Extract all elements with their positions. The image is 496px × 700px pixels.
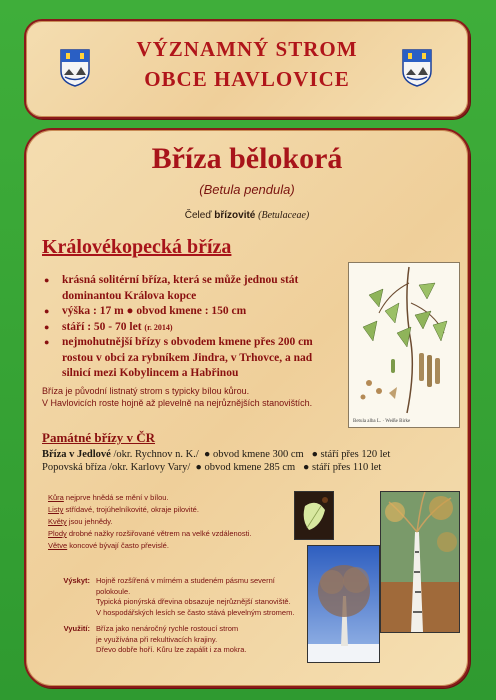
memorial-girth: ● obvod kmene 300 cm: [204, 449, 304, 460]
header-panel: [24, 19, 470, 119]
usage-block: [48, 624, 308, 656]
usage-line: Bříza jako nenáročný rychle rostoucí strom: [96, 624, 239, 633]
main-panel: [24, 128, 470, 688]
fact-term: Plody: [48, 529, 67, 538]
occurrence-label: Výskyt:: [63, 576, 90, 585]
illustration-caption: Betula alba L. · Weiße Birke: [353, 419, 411, 424]
list-item: [42, 320, 342, 336]
leaf-photo: [294, 491, 334, 540]
usage-label: Využití:: [63, 624, 90, 633]
fact-term: Listy: [48, 505, 64, 514]
intro-line: Bříza je původní listnatý strom s typicky bílou kůrou.: [42, 386, 250, 396]
family-latin: (Betulaceae): [258, 210, 310, 221]
fact-term: Květy: [48, 517, 67, 526]
fact-text: koncové bývají často převislé.: [67, 541, 169, 550]
memorial-age: ● stáří přes 120 let: [311, 449, 391, 460]
tree-name: Bříza bělokorá: [151, 142, 343, 175]
winter-birch-photo-icon: [308, 546, 379, 662]
usage-text: [96, 624, 296, 656]
fact-item: [48, 528, 288, 540]
memorial-girth: ● obvod kmene 285 cm: [195, 462, 296, 473]
family-prefix: Čeleď: [184, 210, 215, 221]
facts-list: [48, 492, 288, 552]
memorial-age: ● stáří přes 110 let: [303, 462, 382, 473]
family-name: břízovité: [214, 210, 256, 221]
memorial-row: [42, 461, 462, 474]
age-note: (r. 2014): [144, 322, 173, 332]
fact-term: Kůra: [48, 493, 64, 502]
memorial-name: Popovská bříza: [42, 462, 107, 473]
family-line: [26, 210, 468, 221]
latin-name: (Betula pendula): [199, 182, 295, 197]
birch-trunk-photo-icon: [381, 492, 459, 632]
village-crest-icon: [402, 49, 432, 87]
occurrence-line: V hospodářských lesích se často stává plevelným stromem.: [96, 607, 295, 617]
list-item: ● nejmohutnější břízy s obvodem kmene přes 200 cm rostou v obci za rybníkem Jindra, v Trhovce, a nad silnicí mezi Kobylincem a Habřinou: [42, 335, 342, 382]
section-title: Královékopecká bříza: [42, 236, 232, 258]
leaf-photo-icon: [295, 492, 333, 539]
fact-item: [48, 516, 288, 528]
occurrence-line: Hojně rozšířená v mírném a studeném pásmu severní polokoule.: [96, 576, 275, 596]
usage-line: je využívána při rekultivacích krajiny.: [96, 634, 218, 644]
intro-line: V Havlovicích roste hojně až plevelně na nejrůznějších stanovištích.: [42, 398, 313, 408]
memorial-place: /okr. Karlovy Vary/: [106, 462, 191, 473]
header-title-line1: VÝZNAMNÝ STROM: [136, 37, 358, 61]
header-title-line2: OBCE HAVLOVICE: [144, 67, 350, 91]
winter-tree-photo: [307, 545, 380, 663]
intro-text: [42, 385, 372, 409]
list-item: ● výška : 17 m ● obvod kmene : 150 cm: [42, 304, 342, 320]
fact-text: drobné nažky rozšiřované větrem na velké vzdálenosti.: [66, 529, 252, 538]
occurrence-block: [48, 576, 308, 618]
fact-term: Větve: [48, 541, 68, 550]
fact-text: nejprve hnědá se mění v bílou.: [63, 493, 169, 502]
age-text: stáří : 50 - 70 let: [62, 320, 142, 333]
feature-list: [42, 273, 342, 382]
fact-item: [48, 540, 288, 552]
list-item: ● krásná solitérní bříza, která se může jednou stát dominantou Králova kopce: [42, 273, 342, 304]
trunk-photo: [380, 491, 460, 633]
memorial-trees-list: [42, 448, 462, 474]
fact-item: [48, 504, 288, 516]
memorial-row: [42, 448, 462, 461]
occurrence-line: Typická pionýrská dřevina obsazuje nejrůznější stanoviště.: [96, 597, 291, 606]
memorial-place: /okr. Rychnov n. K./: [110, 449, 199, 460]
memorial-name: Bříza v Jedlové: [42, 449, 111, 460]
usage-line: Dřevo dobře hoří. Kůru lze zapálit i za mokra.: [96, 645, 247, 654]
fact-text: střídavé, trojúhelníkovité, okraje pilovité.: [63, 505, 199, 514]
fact-item: [48, 492, 288, 504]
memorial-trees-title: Památné břízy v ČR: [42, 430, 156, 445]
fact-text: jsou jehnědy.: [66, 517, 113, 526]
occurrence-text: [96, 576, 296, 618]
